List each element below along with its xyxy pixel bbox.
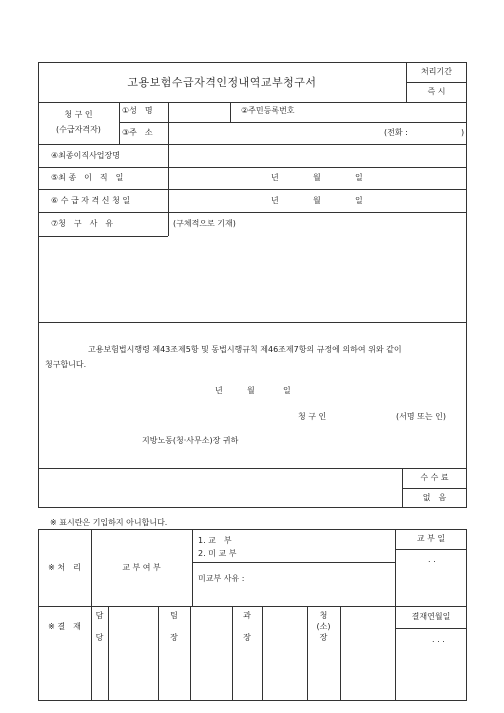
nonissue-option[interactable]: 2. 미 교 부 [198, 549, 237, 558]
issue-status-label: 교 부 여 부 [122, 563, 161, 572]
office-head-sign-box[interactable] [341, 607, 394, 700]
office-head-label: (소) [316, 622, 331, 631]
claimant-sub-label: (수급자격자) [56, 125, 101, 134]
statement-text: 청구합니다. [45, 360, 87, 369]
divider [230, 102, 231, 122]
divider [38, 606, 467, 607]
phone-close: ) [461, 128, 465, 137]
date-day: 일 [355, 173, 363, 182]
section-chief-sign-box[interactable] [263, 607, 306, 700]
divider [395, 549, 467, 550]
sign-hint: (서명 또는 인) [396, 412, 446, 421]
office-head-label: 청 [319, 611, 328, 620]
divider [38, 212, 467, 213]
sign-claimant-label: 청 구 인 [298, 412, 327, 421]
last-workplace-label: ④최종이직사업장명 [51, 151, 120, 160]
last-leave-date-label: ⑤최 종 이 직 일 [51, 173, 124, 182]
statement-text: 고용보험법시행령 제43조제5항 및 동법시행규칙 제46조제7항의 규정에 의하여 위와 같이 [88, 345, 402, 354]
reason-hint: (구체적으로 기재) [173, 219, 236, 228]
date-day: 일 [283, 386, 291, 395]
signature-field[interactable] [335, 408, 391, 424]
divider [402, 488, 467, 489]
divider [395, 628, 467, 629]
divider [232, 606, 233, 701]
process-label: ※ 처 리 [48, 563, 81, 572]
date-month: 월 [313, 196, 321, 205]
divider [38, 322, 467, 323]
reason-field[interactable] [40, 237, 466, 321]
team-leader-label: 장 [170, 633, 178, 642]
nonissue-reason-label: 미교부 사유 : [198, 574, 245, 583]
office-head-label: 장 [319, 633, 328, 642]
issue-date-label: 교 부 일 [416, 534, 446, 543]
divider [192, 562, 395, 563]
staff-label: 당 [95, 633, 104, 642]
rrn-label: ②주민등록번호 [241, 106, 295, 115]
section-chief-label: 과 [243, 611, 251, 620]
office-use-note: ※ 표시란은 기입하지 아니합니다. [50, 518, 168, 527]
divider [406, 82, 467, 83]
divider [158, 606, 159, 701]
processing-period-label: 처리기간 [421, 67, 452, 76]
processing-period-value: 즉 시 [427, 87, 446, 96]
approval-label: ※ 결 재 [48, 622, 81, 631]
staff-label: 담 [95, 611, 104, 620]
name-field[interactable] [169, 103, 229, 121]
date-year: 년 [271, 196, 279, 205]
divider [192, 529, 193, 606]
claimant-label: 청 구 인 [64, 110, 93, 119]
team-leader-label: 팀 [170, 611, 178, 620]
address-field[interactable] [169, 123, 379, 143]
approval-date-dots: . . . [432, 635, 445, 644]
approval-date-label: 결재연월일 [411, 612, 451, 621]
form-title: 고용보험수급자격인정내역교부청구서 [127, 76, 317, 89]
rrn-field[interactable] [320, 103, 466, 121]
staff-sign-box[interactable] [109, 607, 157, 700]
reason-label: ⑦청 구 사 유 [51, 219, 114, 228]
issue-option[interactable]: 1. 교 부 [198, 536, 232, 545]
qualification-apply-date-label: ⑥ 수 급 자 격 신 청 일 [51, 196, 131, 205]
team-leader-sign-box[interactable] [191, 607, 231, 700]
section-chief-label: 장 [243, 633, 251, 642]
date-day: 일 [355, 196, 363, 205]
divider [119, 102, 120, 144]
fee-value: 없 음 [422, 493, 447, 502]
address-label: ③주 소 [122, 128, 153, 137]
name-label: ①성 명 [122, 106, 153, 115]
divider [307, 606, 308, 701]
recipient: 지방노동(청·사무소)장 귀하 [142, 436, 239, 445]
phone-label: (전화 : [384, 128, 408, 137]
issue-date-dots: . . [428, 555, 436, 564]
date-month: 월 [313, 173, 321, 182]
last-workplace-field[interactable] [169, 145, 466, 166]
date-month: 월 [247, 386, 255, 395]
date-year: 년 [215, 386, 223, 395]
fee-label: 수 수 료 [420, 473, 449, 482]
date-year: 년 [271, 173, 279, 182]
nonissue-reason-field[interactable] [250, 569, 390, 599]
